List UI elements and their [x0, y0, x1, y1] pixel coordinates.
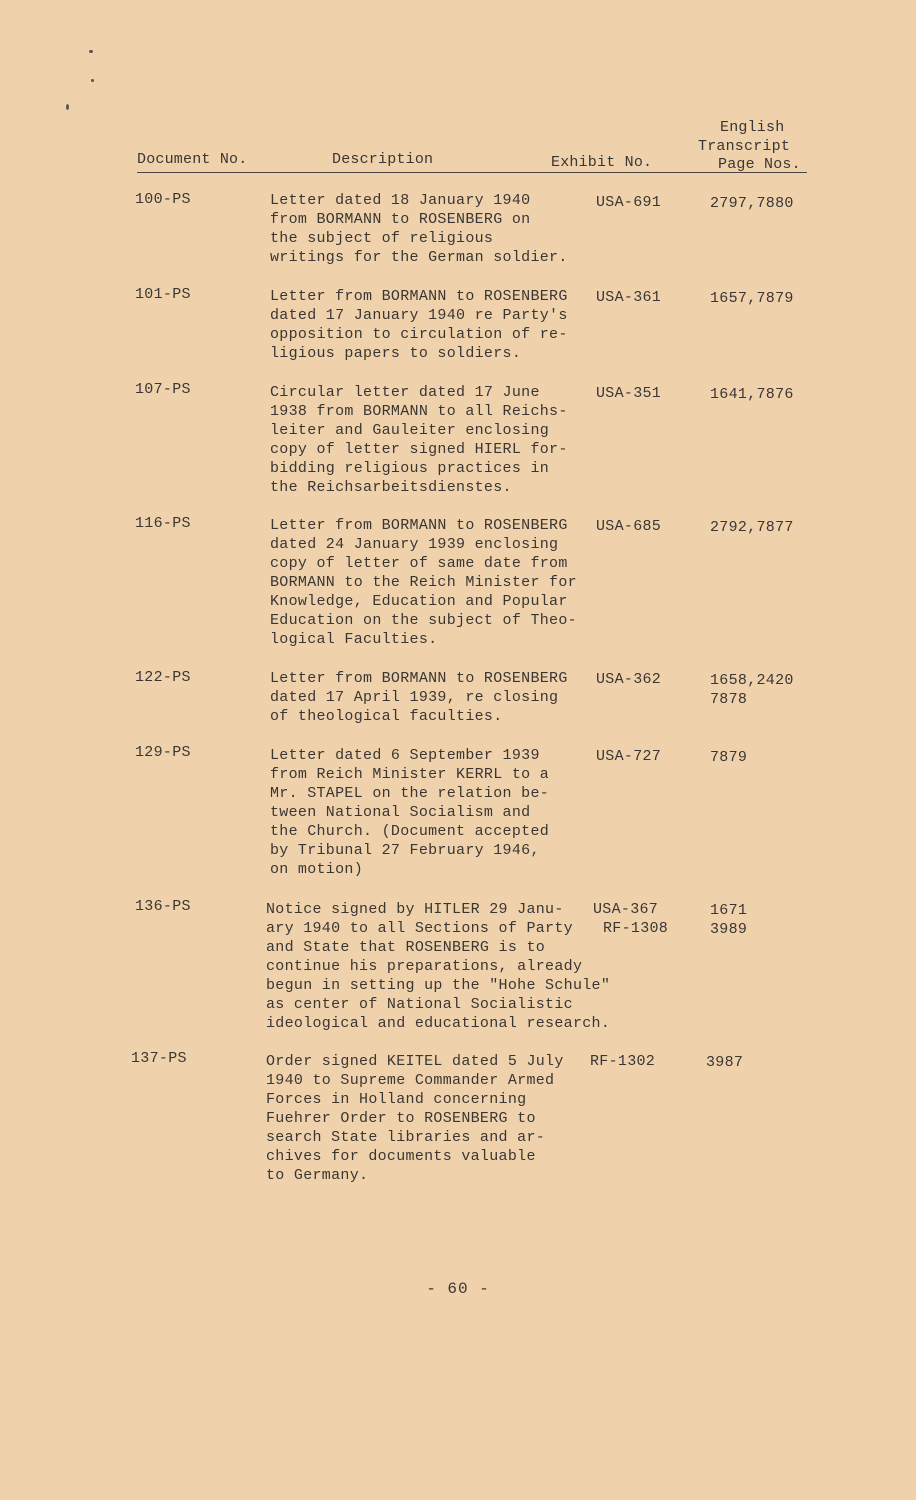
row-description-line: BORMANN to the Reich Minister for [270, 574, 577, 591]
header-transcript-line3: Page Nos. [718, 156, 801, 173]
row-description-line: Forces in Holland concerning [266, 1091, 527, 1108]
row-exhibit-no: USA-691 [596, 194, 662, 211]
row-doc-no: 100-PS [135, 191, 191, 208]
row-exhibit-no: USA-351 [596, 385, 662, 402]
row-doc-no: 122-PS [135, 669, 191, 686]
header-rule [137, 172, 807, 173]
row-description-line: of theological faculties. [270, 708, 503, 725]
row-description-line: Letter from BORMANN to ROSENBERG [270, 288, 568, 305]
row-page-nos: 2792,7877 [710, 519, 794, 536]
row-description-line: search State libraries and ar- [266, 1129, 546, 1146]
row-page-nos: 2797,7880 [710, 195, 794, 212]
row-description-line: Notice signed by HITLER 29 Janu- [266, 901, 564, 918]
row-exhibit-no: USA-727 [596, 748, 662, 765]
row-description-line: Letter dated 18 January 1940 [270, 192, 531, 209]
row-page-nos: 7878 [710, 691, 748, 708]
row-description-line: dated 17 January 1940 re Party's [270, 307, 568, 324]
row-description-line: Mr. STAPEL on the relation be- [270, 785, 550, 802]
paper-speck [91, 79, 94, 82]
row-doc-no: 137-PS [131, 1050, 187, 1067]
row-exhibit-no: USA-362 [596, 671, 662, 688]
row-description-line: as center of National Socialistic [266, 996, 573, 1013]
row-description-line: bidding religious practices in [270, 460, 550, 477]
row-description-line: the subject of religious [270, 230, 494, 247]
row-description-line: dated 17 April 1939, re closing [270, 689, 559, 706]
row-description-line: copy of letter of same date from [270, 555, 568, 572]
header-document-no: Document No. [137, 151, 248, 168]
row-doc-no: 101-PS [135, 286, 191, 303]
row-description-line: tween National Socialism and [270, 804, 531, 821]
row-description-line: 1940 to Supreme Commander Armed [266, 1072, 555, 1089]
row-doc-no: 136-PS [135, 898, 191, 915]
row-doc-no: 107-PS [135, 381, 191, 398]
row-description-line: dated 24 January 1939 enclosing [270, 536, 559, 553]
row-doc-no: 129-PS [135, 744, 191, 761]
row-description-line: copy of letter signed HIERL for- [270, 441, 568, 458]
row-description-line: Knowledge, Education and Popular [270, 593, 568, 610]
header-transcript-line2: Transcript [698, 138, 791, 155]
row-description-line: Order signed KEITEL dated 5 July [266, 1053, 564, 1070]
row-page-nos: 7879 [710, 749, 748, 766]
row-description-line: the Reichsarbeitsdienstes. [270, 479, 512, 496]
row-description-line: from Reich Minister KERRL to a [270, 766, 550, 783]
row-page-nos: 1671 [710, 902, 748, 919]
row-exhibit-no: RF-1302 [590, 1053, 656, 1070]
row-description-line: ideological and educational research. [266, 1015, 611, 1032]
row-description-line: Fuehrer Order to ROSENBERG to [266, 1110, 536, 1127]
row-exhibit-no: RF-1308 [603, 920, 669, 937]
header-description: Description [332, 151, 434, 168]
row-description-line: leiter and Gauleiter enclosing [270, 422, 550, 439]
header-transcript-line1: English [720, 119, 785, 136]
row-description-line: begun in setting up the "Hohe Schule" [266, 977, 611, 994]
row-description-line: chives for documents valuable [266, 1148, 536, 1165]
row-page-nos: 3989 [710, 921, 748, 938]
row-page-nos: 1658,2420 [710, 672, 794, 689]
row-page-nos: 1641,7876 [710, 386, 794, 403]
header-exhibit-no: Exhibit No. [551, 154, 653, 171]
row-description-line: on motion) [270, 861, 364, 878]
row-description-line: logical Faculties. [270, 631, 438, 648]
row-page-nos: 1657,7879 [710, 290, 794, 307]
paper-speck [89, 50, 93, 53]
row-description-line: writings for the German soldier. [270, 249, 568, 266]
row-exhibit-no: USA-361 [596, 289, 662, 306]
row-description-line: Education on the subject of Theo- [270, 612, 577, 629]
row-description-line: from BORMANN to ROSENBERG on [270, 211, 531, 228]
row-exhibit-no: USA-367 [593, 901, 659, 918]
row-description-line: 1938 from BORMANN to all Reichs- [270, 403, 568, 420]
row-description-line: continue his preparations, already [266, 958, 583, 975]
row-description-line: Letter from BORMANN to ROSENBERG [270, 517, 568, 534]
row-description-line: Letter from BORMANN to ROSENBERG [270, 670, 568, 687]
row-description-line: ary 1940 to all Sections of Party [266, 920, 573, 937]
row-description-line: the Church. (Document accepted [270, 823, 550, 840]
row-description-line: Letter dated 6 September 1939 [270, 747, 540, 764]
row-page-nos: 3987 [706, 1054, 744, 1071]
row-exhibit-no: USA-685 [596, 518, 662, 535]
paper-speck [66, 104, 69, 110]
row-description-line: by Tribunal 27 February 1946, [270, 842, 540, 859]
row-description-line: and State that ROSENBERG is to [266, 939, 546, 956]
page-number: - 60 - [426, 1280, 490, 1298]
row-description-line: Circular letter dated 17 June [270, 384, 540, 401]
row-description-line: opposition to circulation of re- [270, 326, 568, 343]
row-description-line: ligious papers to soldiers. [270, 345, 522, 362]
row-description-line: to Germany. [266, 1167, 369, 1184]
row-doc-no: 116-PS [135, 515, 191, 532]
